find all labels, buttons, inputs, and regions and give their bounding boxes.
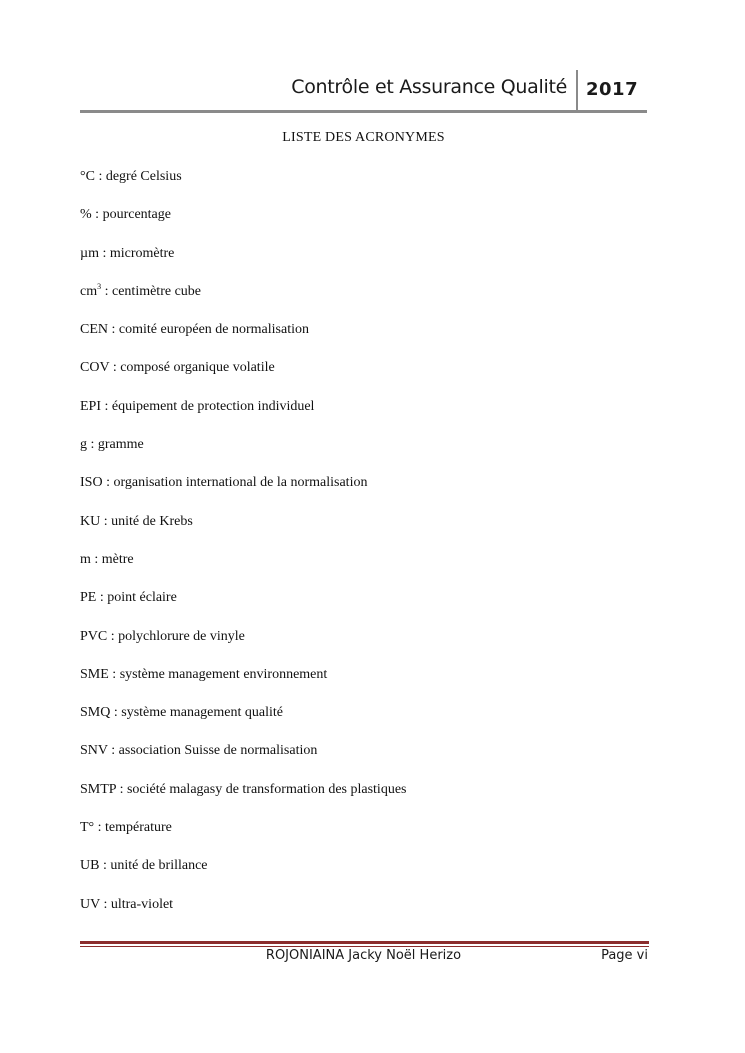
acronym-separator: : bbox=[108, 322, 119, 338]
acronym-definition: micromètre bbox=[109, 245, 175, 261]
acronym-separator: : bbox=[96, 590, 108, 606]
acronym-separator: : bbox=[91, 207, 103, 223]
acronym-item bbox=[80, 857, 650, 895]
acronym-term: COV bbox=[80, 360, 110, 376]
header-year: 2017 bbox=[586, 79, 639, 100]
acronym-definition: température bbox=[105, 820, 172, 836]
acronym-item bbox=[80, 589, 650, 627]
acronym-definition: société malagasy de transformation des plastiques bbox=[126, 781, 407, 797]
acronym-definition: centimètre cube bbox=[112, 283, 202, 299]
acronym-superscript: 3 bbox=[97, 281, 102, 291]
acronym-term: m bbox=[80, 551, 91, 567]
footer-rule bbox=[80, 941, 649, 944]
header-divider bbox=[576, 70, 578, 112]
acronym-definition: point éclaire bbox=[107, 590, 177, 606]
acronym-term: SMTP bbox=[80, 781, 117, 797]
acronym-term: EPI bbox=[80, 398, 101, 414]
acronym-separator: : bbox=[107, 743, 119, 759]
acronym-term: cm bbox=[80, 283, 98, 299]
acronym-separator: : bbox=[99, 896, 111, 912]
acronym-separator: : bbox=[90, 551, 102, 567]
footer-rule-thin bbox=[80, 946, 649, 947]
acronym-definition: organisation international de la normalisation bbox=[113, 475, 368, 491]
acronym-separator: : bbox=[99, 858, 111, 874]
header-rule bbox=[80, 110, 647, 113]
acronym-item bbox=[80, 551, 650, 589]
acronym-item bbox=[80, 781, 650, 819]
acronym-term: PVC bbox=[80, 628, 108, 644]
acronym-item bbox=[80, 359, 650, 397]
section-title: LISTE DES ACRONYMES bbox=[282, 130, 445, 145]
acronym-term: µm bbox=[80, 245, 99, 261]
acronym-item bbox=[80, 704, 650, 742]
acronym-definition: gramme bbox=[97, 437, 144, 453]
acronym-separator: : bbox=[101, 398, 112, 414]
acronym-list bbox=[80, 168, 650, 934]
acronym-item bbox=[80, 436, 650, 474]
acronym-item bbox=[80, 321, 650, 359]
acronym-definition: unité de brillance bbox=[110, 858, 208, 874]
acronym-term: UB bbox=[80, 858, 100, 874]
acronym-definition: association Suisse de normalisation bbox=[118, 743, 318, 759]
acronym-separator: : bbox=[101, 283, 112, 299]
acronym-separator: : bbox=[109, 360, 121, 376]
acronym-term: SMQ bbox=[80, 705, 111, 721]
acronym-item bbox=[80, 245, 650, 283]
acronym-separator: : bbox=[100, 513, 112, 529]
acronym-item bbox=[80, 896, 650, 934]
acronym-term: CEN bbox=[80, 322, 108, 338]
acronym-term: UV bbox=[80, 896, 100, 912]
acronym-item bbox=[80, 168, 650, 206]
acronym-definition: système management environnement bbox=[119, 666, 328, 682]
acronym-item bbox=[80, 628, 650, 666]
acronym-item bbox=[80, 206, 650, 244]
page-header bbox=[80, 70, 647, 112]
acronym-item bbox=[80, 742, 650, 780]
acronym-definition: système management qualité bbox=[121, 705, 283, 721]
acronym-definition: unité de Krebs bbox=[111, 513, 193, 529]
acronym-term: °C bbox=[80, 169, 95, 184]
acronym-definition: composé organique volatile bbox=[120, 360, 275, 376]
acronym-item bbox=[80, 398, 650, 436]
acronym-separator: : bbox=[102, 475, 114, 491]
page-number: Page vi bbox=[601, 948, 648, 963]
acronym-definition: degré Celsius bbox=[105, 169, 182, 184]
acronym-term: T° bbox=[80, 820, 95, 836]
acronym-term: KU bbox=[80, 513, 101, 529]
acronym-item bbox=[80, 513, 650, 551]
acronym-definition: comité européen de normalisation bbox=[118, 322, 309, 338]
acronym-definition: pourcentage bbox=[102, 207, 171, 223]
acronym-definition: mètre bbox=[101, 551, 134, 567]
acronym-item bbox=[80, 666, 650, 704]
acronym-item bbox=[80, 474, 650, 512]
acronym-definition: polychlorure de vinyle bbox=[118, 628, 245, 644]
acronym-item bbox=[80, 819, 650, 857]
footer-author: ROJONIAINA Jacky Noël Herizo bbox=[265, 948, 462, 963]
acronym-separator: : bbox=[107, 628, 119, 644]
acronym-term: SME bbox=[80, 666, 109, 682]
acronym-definition: ultra-violet bbox=[110, 896, 174, 912]
acronym-term: PE bbox=[80, 590, 97, 606]
header-title: Contrôle et Assurance Qualité bbox=[291, 76, 567, 98]
acronym-separator: : bbox=[94, 169, 106, 184]
acronym-separator: : bbox=[110, 705, 122, 721]
acronym-separator: : bbox=[108, 666, 120, 682]
acronym-item bbox=[80, 283, 650, 321]
acronym-term: SNV bbox=[80, 743, 108, 759]
acronym-separator: : bbox=[94, 820, 106, 836]
acronym-separator: : bbox=[98, 245, 110, 261]
acronym-term: ISO bbox=[80, 475, 103, 491]
acronym-definition: équipement de protection individuel bbox=[111, 398, 315, 414]
acronym-separator: : bbox=[87, 437, 98, 453]
acronym-term: % bbox=[80, 207, 92, 223]
acronym-separator: : bbox=[116, 781, 127, 797]
acronym-term: g bbox=[80, 437, 87, 453]
